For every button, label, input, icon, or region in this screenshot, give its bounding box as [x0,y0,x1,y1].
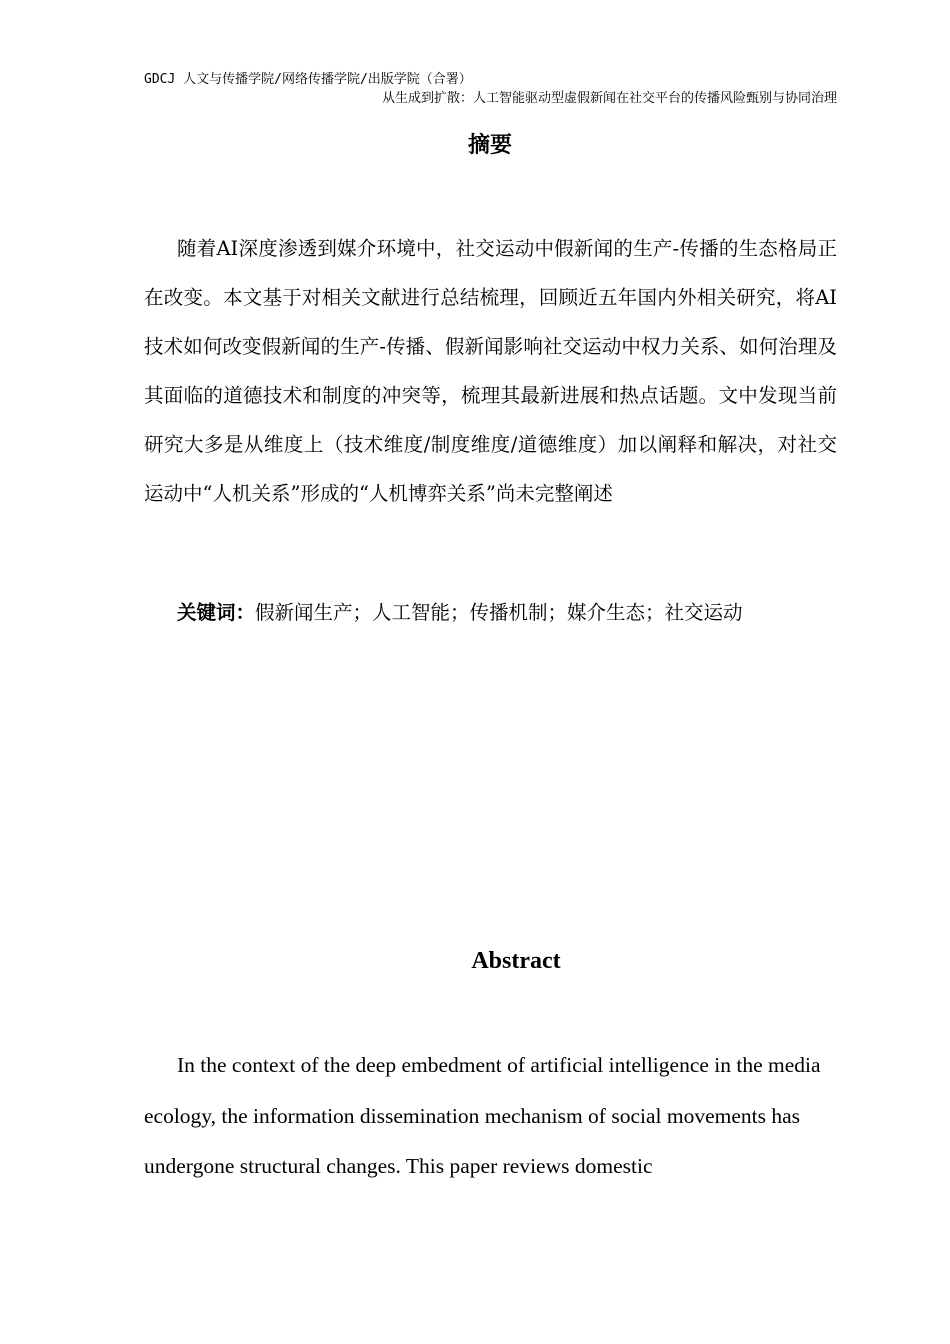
abstract-en-title: Abstract [471,948,561,974]
header-institution: GDCJ 人文与传播学院/网络传播学院/出版学院（合署） [144,72,472,87]
keywords-list: 假新闻生产；人工智能；传播机制；媒介生态；社交运动 [255,601,743,624]
abstract-cn-title: 摘要 [467,133,512,158]
abstract-cn-body: 随着AI深度渗透到媒介环境中，社交运动中假新闻的生产-传播的生态格局正在改变。本文基于对相关文献进行总结梳理，回顾近五年国内外相关研究，将AI技术如何改变假新闻的生产-传播、假新闻影响社交运动中权力关系、如何治理及其面临的道德技术和制度的冲突等，梳理其最新进展和热点话题。文中发现当前研究大多是从维度上（技术维度/制度维度/道德维度）加以阐释和解决，对社交运动中“人机关系”形成的“人机博弈关系”尚未完整阐述 [144,237,837,505]
keywords-label: 关键词： [177,601,256,624]
header-paper-title: 从生成到扩散：人工智能驱动型虚假新闻在社交平台的传播风险甄别与协同治理 [381,91,837,106]
abstract-en-body: In the context of the deep embedment of artificial intelligence in the media ecology, the information dissemination mechanism of social movements has undergone structural changes. This paper reviews domestic [144,1053,821,1178]
keywords-line [177,597,743,625]
